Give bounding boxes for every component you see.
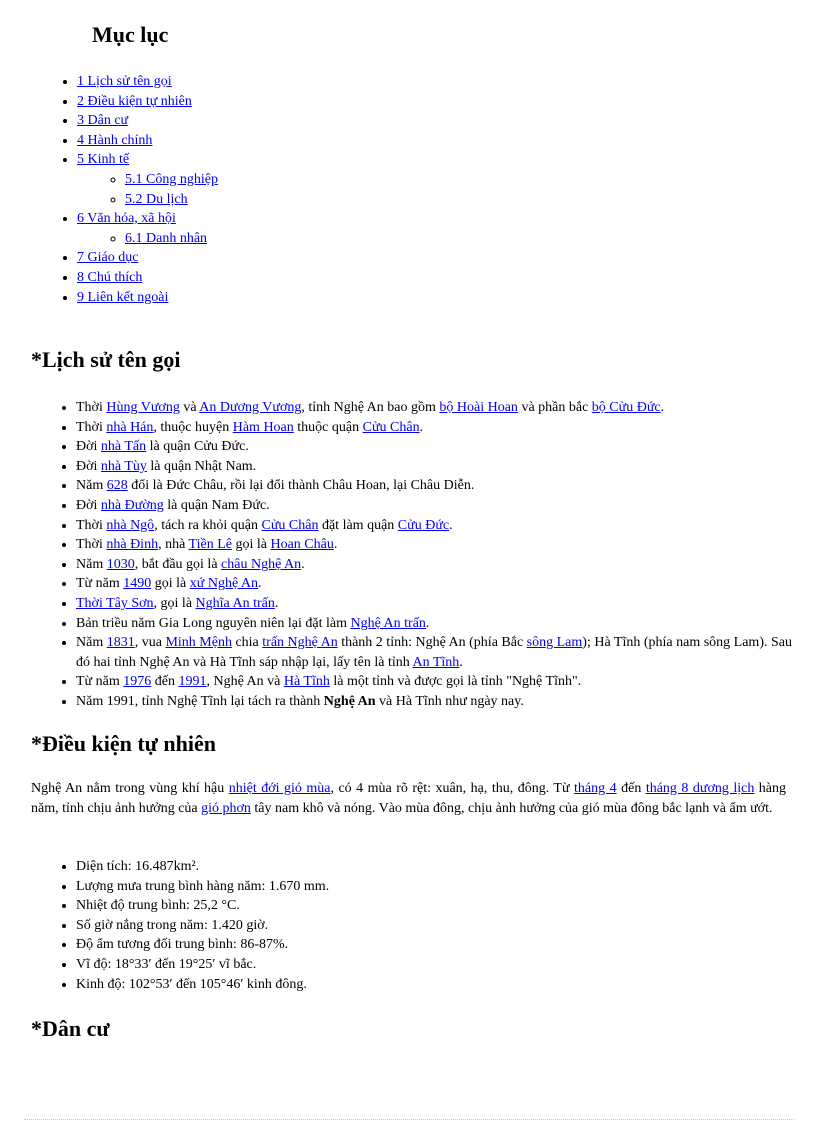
inline-link[interactable]: Cửu Chân bbox=[261, 517, 319, 533]
text-run: Từ năm bbox=[76, 576, 124, 592]
inline-link[interactable]: 628 bbox=[106, 478, 128, 494]
toc-link[interactable]: 6 Văn hóa, xã hội bbox=[77, 211, 176, 227]
toc-title: Mục lục bbox=[92, 22, 169, 47]
history-item bbox=[76, 574, 806, 594]
toc-link[interactable]: 8 Chú thích bbox=[77, 269, 143, 285]
inline-link[interactable]: Thời Tây Sơn bbox=[76, 595, 154, 611]
toc-link[interactable]: 6.1 Danh nhân bbox=[125, 230, 208, 246]
text-run: Đời bbox=[76, 497, 101, 513]
fact-item: • Lượng mưa trung bình hàng năm: 1.670 mm. bbox=[76, 877, 806, 897]
text-run: đặt làm quận bbox=[318, 517, 398, 533]
text-run: Đời bbox=[76, 439, 101, 455]
inline-link[interactable]: 1991 bbox=[178, 674, 207, 690]
inline-link[interactable]: 1976 bbox=[123, 674, 152, 690]
text-run: . bbox=[301, 556, 305, 572]
bold-text: Nghệ An bbox=[323, 693, 376, 709]
inline-link[interactable]: xứ Nghệ An bbox=[189, 576, 258, 592]
inline-link[interactable]: tháng 4 bbox=[574, 781, 617, 796]
population-heading: *Dân cư bbox=[31, 1016, 110, 1041]
toc-item bbox=[77, 92, 218, 112]
text-run: . bbox=[425, 615, 430, 631]
text-run: . bbox=[660, 400, 665, 415]
text-run: gọi là bbox=[151, 576, 190, 592]
toc-item bbox=[77, 209, 218, 248]
text-run: thành 2 tỉnh: Nghệ An (phía Bắc bbox=[337, 635, 527, 651]
text-run: . bbox=[419, 419, 424, 435]
history-item bbox=[76, 476, 806, 496]
text-run: . bbox=[459, 654, 463, 670]
text-run: và phần bắc bbox=[517, 400, 592, 415]
toc-item bbox=[77, 288, 218, 308]
toc-subitem bbox=[125, 170, 218, 190]
text-run: Năm bbox=[76, 635, 107, 651]
inline-link[interactable]: Hà Tĩnh bbox=[283, 674, 330, 690]
text-run: . bbox=[274, 595, 279, 611]
inline-link[interactable]: Nghĩa An trấn bbox=[195, 595, 275, 611]
toc-link[interactable]: 2 Điều kiện tự nhiên bbox=[77, 93, 192, 109]
fact-item: • Kinh độ: 102°53′ đến 105°46′ kinh đông. bbox=[76, 975, 806, 995]
text-run: Thời bbox=[76, 419, 107, 435]
fact-item: • Vĩ độ: 18°33′ đến 19°25′ vĩ bắc. bbox=[76, 955, 806, 975]
text-run: , tỉnh Nghệ An bao gồm bbox=[301, 400, 440, 415]
inline-link[interactable]: châu Nghệ An bbox=[221, 556, 302, 572]
toc-link[interactable]: 5 Kinh tế bbox=[77, 152, 130, 168]
inline-link[interactable]: An Dương Vương bbox=[199, 400, 302, 415]
history-item bbox=[76, 633, 806, 672]
text-run: là quận Nam Đức. bbox=[163, 497, 270, 513]
text-run: , bắt đầu gọi là bbox=[134, 556, 222, 572]
toc-subitem bbox=[125, 229, 218, 249]
inline-link[interactable]: nhà Hán bbox=[106, 419, 154, 435]
text-run: , có 4 mùa rõ rệt: xuân, hạ, thu, đông. Từ bbox=[330, 781, 575, 796]
toc-link[interactable]: 7 Giáo dục bbox=[77, 250, 139, 266]
toc-item bbox=[77, 150, 218, 209]
text-run: đến bbox=[151, 674, 179, 690]
history-list bbox=[57, 398, 806, 712]
inline-link[interactable]: gió phơn bbox=[201, 800, 251, 816]
text-run: đổi là Đức Châu, rồi lại đổi thành Châu Hoan, lại Châu Diễn. bbox=[127, 478, 475, 494]
text-run: Năm 1991, tỉnh Nghệ Tĩnh lại tách ra thành bbox=[76, 693, 324, 709]
history-item bbox=[76, 457, 806, 477]
history-item bbox=[76, 614, 806, 634]
text-run: Từ năm bbox=[76, 674, 124, 690]
history-item bbox=[76, 535, 806, 555]
history-item bbox=[76, 555, 806, 575]
text-run: , nhà bbox=[158, 537, 189, 553]
text-run: và bbox=[179, 400, 200, 415]
text-run: Năm bbox=[76, 478, 107, 494]
text-run: là quận Nhật Nam. bbox=[146, 458, 257, 474]
text-run: Thời bbox=[76, 517, 107, 533]
text-run: , Nghệ An và bbox=[206, 674, 284, 690]
toc-item bbox=[77, 131, 218, 151]
history-item bbox=[76, 692, 806, 712]
toc-item bbox=[77, 248, 218, 268]
inline-link[interactable]: bộ Hoài Hoan bbox=[439, 400, 518, 415]
toc-link[interactable]: 1 Lịch sử tên gọi bbox=[77, 74, 172, 89]
text-run: là quận Cửu Đức. bbox=[146, 439, 249, 455]
history-item bbox=[76, 496, 806, 516]
history-item bbox=[76, 516, 806, 536]
text-run: thuộc quận bbox=[293, 419, 363, 435]
fact-item: • Số giờ nắng trong năm: 1.420 giờ. bbox=[76, 916, 806, 936]
toc-link[interactable]: 5.2 Du lịch bbox=[125, 191, 188, 207]
inline-link[interactable]: Minh Mệnh bbox=[165, 635, 232, 651]
text-run: và Hà Tĩnh như ngày nay. bbox=[375, 693, 524, 709]
inline-link[interactable]: Hùng Vương bbox=[106, 400, 180, 415]
inline-link[interactable]: Cửu Đức bbox=[397, 517, 450, 533]
text-run: , thuộc huyện bbox=[153, 419, 233, 435]
text-run: , vua bbox=[134, 635, 166, 651]
text-run: ); Hà Tĩnh (phía nam sông Lam). Sau đó hai tỉnh Nghệ An và Hà Tĩnh sáp nhập lại, lấy tên là tỉnh bbox=[76, 635, 792, 670]
inline-link[interactable]: trấn Nghệ An bbox=[262, 635, 338, 651]
inline-link[interactable]: bộ Cửu Đức bbox=[591, 400, 661, 415]
inline-link[interactable]: Cửu Chân bbox=[362, 419, 420, 435]
text-run: hàng năm, tỉnh chịu ảnh hưởng của bbox=[31, 781, 787, 816]
toc-link[interactable]: 9 Liên kết ngoài bbox=[77, 289, 169, 305]
inline-link[interactable]: Nghệ An trấn bbox=[350, 615, 426, 631]
inline-link[interactable]: 1490 bbox=[123, 576, 152, 592]
text-run: . bbox=[449, 517, 453, 533]
text-run: , tách ra khỏi quận bbox=[154, 517, 262, 533]
toc-link[interactable]: 3 Dân cư bbox=[77, 113, 129, 129]
nature-heading: *Điều kiện tự nhiên bbox=[31, 731, 216, 756]
toc-sublist bbox=[77, 170, 218, 209]
table-of-contents bbox=[57, 72, 218, 307]
text-run: Nghệ An nằm trong vùng khí hậu bbox=[31, 781, 229, 796]
text-run: . bbox=[258, 576, 262, 592]
nature-paragraph bbox=[31, 779, 786, 819]
fact-item: • Nhiệt độ trung bình: 25,2 °C. bbox=[76, 896, 806, 916]
text-run: gọi là bbox=[231, 537, 271, 553]
fact-item: • Diện tích: 16.487km². bbox=[76, 857, 806, 877]
inline-link[interactable]: nhà Đinh bbox=[106, 537, 159, 553]
toc-link[interactable]: 4 Hành chính bbox=[77, 132, 153, 148]
history-item bbox=[76, 437, 806, 457]
nature-facts-list bbox=[57, 857, 806, 994]
inline-link[interactable]: 1831 bbox=[106, 635, 135, 651]
history-item bbox=[76, 594, 806, 614]
page-divider bbox=[24, 1119, 794, 1120]
inline-link[interactable]: tháng 8 dương lịch bbox=[645, 781, 755, 796]
inline-link[interactable]: nhà Ngô bbox=[106, 517, 155, 533]
inline-link[interactable]: sông Lam bbox=[526, 635, 583, 651]
fact-item: • Độ ẩm tương đối trung bình: 86-87%. bbox=[76, 935, 806, 955]
text-run: Năm bbox=[76, 556, 107, 572]
text-run: , gọi là bbox=[153, 595, 196, 611]
history-item bbox=[76, 672, 806, 692]
inline-link[interactable]: nhà Tùy bbox=[100, 458, 147, 474]
text-run: Thời bbox=[76, 537, 107, 553]
inline-link[interactable]: Hàm Hoan bbox=[232, 419, 294, 435]
inline-link[interactable]: Tiền Lê bbox=[188, 537, 232, 553]
toc-link[interactable]: 5.1 Công nghiệp bbox=[125, 171, 218, 187]
inline-link[interactable]: nhiệt đới gió mùa bbox=[228, 781, 331, 796]
toc-item bbox=[77, 111, 218, 131]
inline-link[interactable]: nhà Tấn bbox=[100, 439, 147, 455]
toc-item bbox=[77, 268, 218, 288]
history-heading: *Lịch sử tên gọi bbox=[31, 347, 181, 372]
text-run: Bản triều năm Gia Long nguyên niên lại đặt làm bbox=[76, 615, 351, 631]
text-run: . bbox=[333, 537, 338, 553]
text-run: Thời bbox=[76, 400, 107, 415]
toc-subitem bbox=[125, 190, 218, 210]
toc-sublist bbox=[77, 229, 218, 249]
inline-link[interactable]: An Tĩnh bbox=[412, 654, 460, 670]
toc-item bbox=[77, 72, 218, 92]
inline-link[interactable]: nhà Đường bbox=[100, 497, 164, 513]
text-run: Đời bbox=[76, 458, 101, 474]
text-run: tây nam khô và nóng. Vào mùa đông, chịu ảnh hưởng của gió mùa đông bắc lạnh và ẩm ướt. bbox=[250, 800, 773, 816]
inline-link[interactable]: 1030 bbox=[106, 556, 135, 572]
history-item bbox=[76, 418, 806, 438]
inline-link[interactable]: Hoan Châu bbox=[270, 537, 334, 553]
history-item bbox=[76, 398, 806, 418]
text-run: đến bbox=[616, 781, 646, 796]
text-run: chia bbox=[231, 635, 263, 651]
text-run: là một tỉnh và được gọi là tỉnh "Nghệ Tĩnh". bbox=[329, 674, 582, 690]
